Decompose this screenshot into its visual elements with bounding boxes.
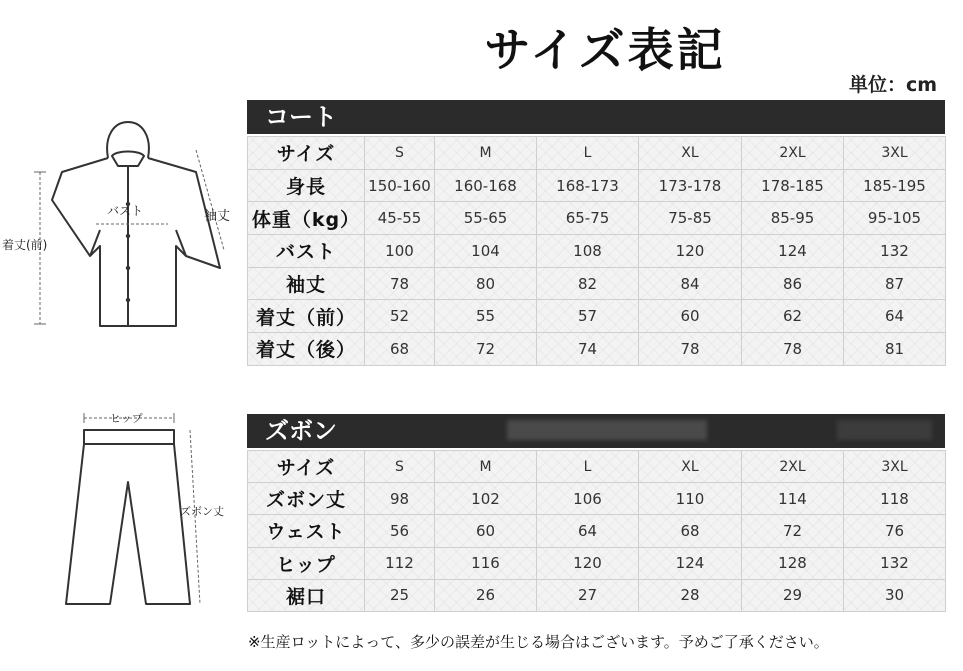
table-row xyxy=(248,235,946,268)
table-cell: 81 xyxy=(844,333,946,366)
column-header: M xyxy=(435,137,537,170)
table-cell: 78 xyxy=(365,267,435,300)
table-cell: 75-85 xyxy=(639,202,742,235)
table-cell: 26 xyxy=(435,579,537,611)
table-cell: 72 xyxy=(435,333,537,366)
table-cell: 85-95 xyxy=(742,202,844,235)
table-cell: 185-195 xyxy=(844,169,946,202)
table-cell: 25 xyxy=(365,579,435,611)
row-header: 身長 xyxy=(248,169,365,202)
unit-label: 単位：cm xyxy=(848,74,937,96)
footnote: ※生産ロットによって、多少の誤差が生じる場合はございます。予めご了承ください。 xyxy=(248,633,829,651)
table-cell: 68 xyxy=(639,515,742,547)
table-cell: 62 xyxy=(742,300,844,333)
pants-size-table xyxy=(247,450,946,612)
row-header: 袖丈 xyxy=(248,267,365,300)
column-header: S xyxy=(365,451,435,483)
coat-bust-label: バスト xyxy=(107,204,144,218)
table-row xyxy=(248,202,946,235)
table-cell: 150-160 xyxy=(365,169,435,202)
table-cell: 29 xyxy=(742,579,844,611)
pants-section-label: ズボン xyxy=(265,417,337,445)
coat-sleeve-label: 袖丈 xyxy=(204,209,231,224)
table-row xyxy=(248,300,946,333)
table-cell: 64 xyxy=(537,515,639,547)
table-cell: 95-105 xyxy=(844,202,946,235)
table-cell: 106 xyxy=(537,483,639,515)
table-cell: 118 xyxy=(844,483,946,515)
table-cell: 56 xyxy=(365,515,435,547)
table-cell: 98 xyxy=(365,483,435,515)
column-header: サイズ xyxy=(248,137,365,170)
column-header: L xyxy=(537,451,639,483)
table-cell: 28 xyxy=(639,579,742,611)
table-cell: 112 xyxy=(365,547,435,579)
row-header: 裾口 xyxy=(248,579,365,611)
column-header: 2XL xyxy=(742,137,844,170)
pants-hip-label: ヒップ xyxy=(110,412,143,425)
table-cell: 110 xyxy=(639,483,742,515)
column-header: 3XL xyxy=(844,451,946,483)
row-header: ウェスト xyxy=(248,515,365,547)
table-cell: 84 xyxy=(639,267,742,300)
table-cell: 178-185 xyxy=(742,169,844,202)
table-cell: 82 xyxy=(537,267,639,300)
table-cell: 128 xyxy=(742,547,844,579)
table-cell: 104 xyxy=(435,235,537,268)
table-cell: 87 xyxy=(844,267,946,300)
table-row xyxy=(248,267,946,300)
pants-length-label: ズボン丈 xyxy=(180,505,224,518)
table-row xyxy=(248,333,946,366)
column-header: XL xyxy=(639,451,742,483)
table-cell: 55-65 xyxy=(435,202,537,235)
coat-section-bar xyxy=(247,100,945,134)
table-cell: 100 xyxy=(365,235,435,268)
blurred-region xyxy=(507,420,707,440)
page-title: サイズ表記 xyxy=(484,23,726,77)
row-header: 着丈（後） xyxy=(248,333,365,366)
coat-size-table xyxy=(247,136,946,366)
pants-section-bar xyxy=(247,414,945,448)
column-header: M xyxy=(435,451,537,483)
column-header: XL xyxy=(639,137,742,170)
table-cell: 72 xyxy=(742,515,844,547)
table-cell: 60 xyxy=(639,300,742,333)
table-cell: 30 xyxy=(844,579,946,611)
coat-diagram xyxy=(0,110,230,350)
table-cell: 132 xyxy=(844,547,946,579)
table-header-row xyxy=(248,137,946,170)
table-row xyxy=(248,169,946,202)
table-cell: 45-55 xyxy=(365,202,435,235)
column-header: L xyxy=(537,137,639,170)
table-cell: 114 xyxy=(742,483,844,515)
table-row xyxy=(248,515,946,547)
table-cell: 108 xyxy=(537,235,639,268)
column-header: サイズ xyxy=(248,451,365,483)
table-cell: 55 xyxy=(435,300,537,333)
table-cell: 160-168 xyxy=(435,169,537,202)
table-header-row xyxy=(248,451,946,483)
table-cell: 52 xyxy=(365,300,435,333)
table-cell: 65-75 xyxy=(537,202,639,235)
column-header: 3XL xyxy=(844,137,946,170)
row-header: 着丈（前） xyxy=(248,300,365,333)
coat-length-front-label: 着丈(前) xyxy=(2,238,48,252)
table-cell: 78 xyxy=(639,333,742,366)
row-header: ズボン丈 xyxy=(248,483,365,515)
table-cell: 80 xyxy=(435,267,537,300)
table-cell: 76 xyxy=(844,515,946,547)
table-cell: 168-173 xyxy=(537,169,639,202)
table-cell: 124 xyxy=(639,547,742,579)
column-header: S xyxy=(365,137,435,170)
table-cell: 57 xyxy=(537,300,639,333)
row-header: ヒップ xyxy=(248,547,365,579)
table-row xyxy=(248,483,946,515)
table-cell: 120 xyxy=(639,235,742,268)
table-cell: 78 xyxy=(742,333,844,366)
table-cell: 74 xyxy=(537,333,639,366)
table-cell: 116 xyxy=(435,547,537,579)
table-cell: 64 xyxy=(844,300,946,333)
blurred-region xyxy=(837,420,932,440)
row-header: バスト xyxy=(248,235,365,268)
table-cell: 27 xyxy=(537,579,639,611)
table-row xyxy=(248,547,946,579)
table-cell: 132 xyxy=(844,235,946,268)
table-row xyxy=(248,579,946,611)
table-cell: 86 xyxy=(742,267,844,300)
table-cell: 60 xyxy=(435,515,537,547)
row-header: 体重（kg） xyxy=(248,202,365,235)
table-cell: 68 xyxy=(365,333,435,366)
table-cell: 120 xyxy=(537,547,639,579)
table-cell: 102 xyxy=(435,483,537,515)
table-cell: 124 xyxy=(742,235,844,268)
coat-section-label: コート xyxy=(265,103,337,131)
table-cell: 173-178 xyxy=(639,169,742,202)
column-header: 2XL xyxy=(742,451,844,483)
